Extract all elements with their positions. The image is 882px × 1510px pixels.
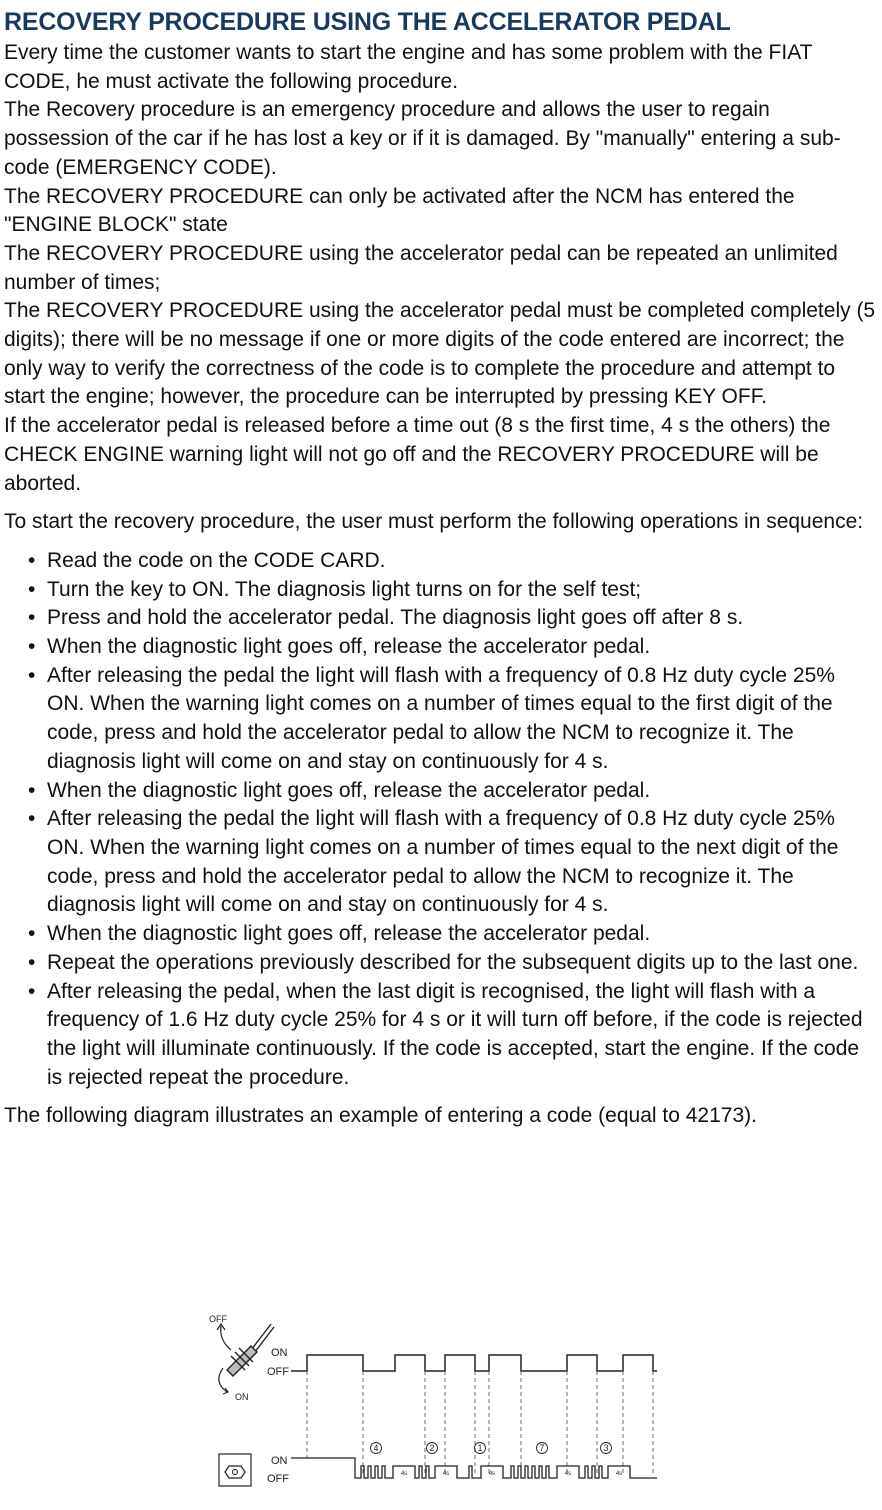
- light-on-state-label: ON: [271, 1455, 288, 1467]
- step-item: • Press and hold the accelerator pedal. The diagnosis light goes off after 8 s.: [47, 604, 878, 633]
- pedal-off-state-label: OFF: [267, 1366, 289, 1378]
- hold-label: 4s: [442, 1471, 450, 1477]
- intro-paragraph: The RECOVERY PROCEDURE using the accelerator pedal must be completed completely (5 digits); there will be no message if one or more digits of the code entered are incorrect; the only way to verify the correctness of the code is to complete the procedure and attempt to start the engine; however, the procedure can be interrupted by pressing KEY OFF.: [4, 299, 876, 409]
- hold-label: 4s: [488, 1471, 496, 1477]
- check-engine-light-icon: [219, 1454, 251, 1486]
- pedal-release-arrow-icon: [217, 1324, 231, 1350]
- step-item: • Repeat the operations previously described for the subsequent digits up to the last one.: [47, 949, 878, 978]
- light-off-state-label: OFF: [267, 1473, 289, 1485]
- pedal-on-state-label: ON: [271, 1347, 288, 1359]
- step-item: • Turn the key to ON. The diagnosis light turns on for the self test;: [47, 576, 878, 605]
- step-item: • After releasing the pedal, when the last digit is recognised, the light will flash with a frequency of 1.6 Hz duty cycle 25% for 4 s or it will turn off before, if the code is rejected the light will illuminate continuously. If the code is accepted, start the engine. If the code is rejected repeat the procedure.: [47, 978, 878, 1093]
- digit-markers: [371, 1443, 612, 1454]
- intro-paragraph: If the accelerator pedal is released before a time out (8 s the first time, 4 s the others) the CHECK ENGINE warning light will not go off and the RECOVERY PROCEDURE will be aborted.: [4, 414, 831, 495]
- digit-label: 4: [373, 1443, 379, 1453]
- intro-paragraph: Every time the customer wants to start the engine and has some problem with the FIAT CODE, he must activate the following procedure.: [4, 41, 813, 93]
- sequence-intro: To start the recovery procedure, the user must perform the following operations in sequence:: [4, 510, 864, 534]
- hold-label: 4s: [564, 1471, 572, 1477]
- step-item: • When the diagnostic light goes off, release the accelerator pedal.: [47, 633, 878, 662]
- pedal-signal-trace: [291, 1355, 657, 1371]
- digit-label: 1: [477, 1443, 483, 1453]
- timing-guide-lines: [307, 1371, 653, 1476]
- light-signal-trace: [291, 1458, 657, 1478]
- step-item: • After releasing the pedal the light will flash with a frequency of 0.8 Hz duty cycle 25% ON. When the warning light comes on a number of times equal to the next digit of the code, press and hold the accelerator pedal to allow the NCM to recognize it. The diagnosis light will come on and stay on continuously for 4 s.: [47, 805, 878, 920]
- pedal-on-label: ON: [235, 1392, 249, 1402]
- intro-paragraph: The RECOVERY PROCEDURE can only be activated after the NCM has entered the "ENGINE BLOCK" state: [4, 184, 795, 237]
- step-item: • When the diagnostic light goes off, release the accelerator pedal.: [47, 920, 878, 949]
- intro-paragraph: The RECOVERY PROCEDURE using the accelerator pedal can be repeated an unlimited number of times;: [4, 241, 838, 294]
- page-title: RECOVERY PROCEDURE USING THE ACCELERATOR PEDAL: [4, 8, 731, 36]
- steps-list: [4, 547, 878, 1092]
- hold-label: 4s: [400, 1471, 408, 1477]
- pedal-off-label: OFF: [209, 1314, 227, 1324]
- diagram-caption: The following diagram illustrates an example of entering a code (equal to 42173).: [4, 1104, 757, 1128]
- digit-label: 3: [603, 1443, 609, 1453]
- intro-paragraph: The Recovery procedure is an emergency procedure and allows the user to regain possession of the car if he has lost a key or if it is damaged. By "manually" entering a sub-code (EMERGENCY CODE).: [4, 98, 841, 179]
- hold-label: 4s: [615, 1471, 623, 1477]
- digit-label: 7: [539, 1443, 545, 1453]
- pedal-press-arrow-icon: [219, 1368, 228, 1394]
- step-item: • After releasing the pedal the light will flash with a frequency of 0.8 Hz duty cycle 25% ON. When the warning light comes on a number of times equal to the first digit of the code, press and hold the accelerator pedal to allow the NCM to recognize it. The diagnosis light will come on and stay on continuously for 4 s.: [47, 662, 878, 777]
- step-item: • When the diagnostic light goes off, release the accelerator pedal.: [47, 777, 878, 806]
- intro-section: [4, 39, 878, 498]
- timing-diagram: [205, 1308, 665, 1498]
- step-item: • Read the code on the CODE CARD.: [47, 547, 878, 576]
- code-entry-diagram: [205, 1308, 665, 1498]
- digit-label: 2: [429, 1443, 435, 1453]
- document-page: [4, 0, 878, 1131]
